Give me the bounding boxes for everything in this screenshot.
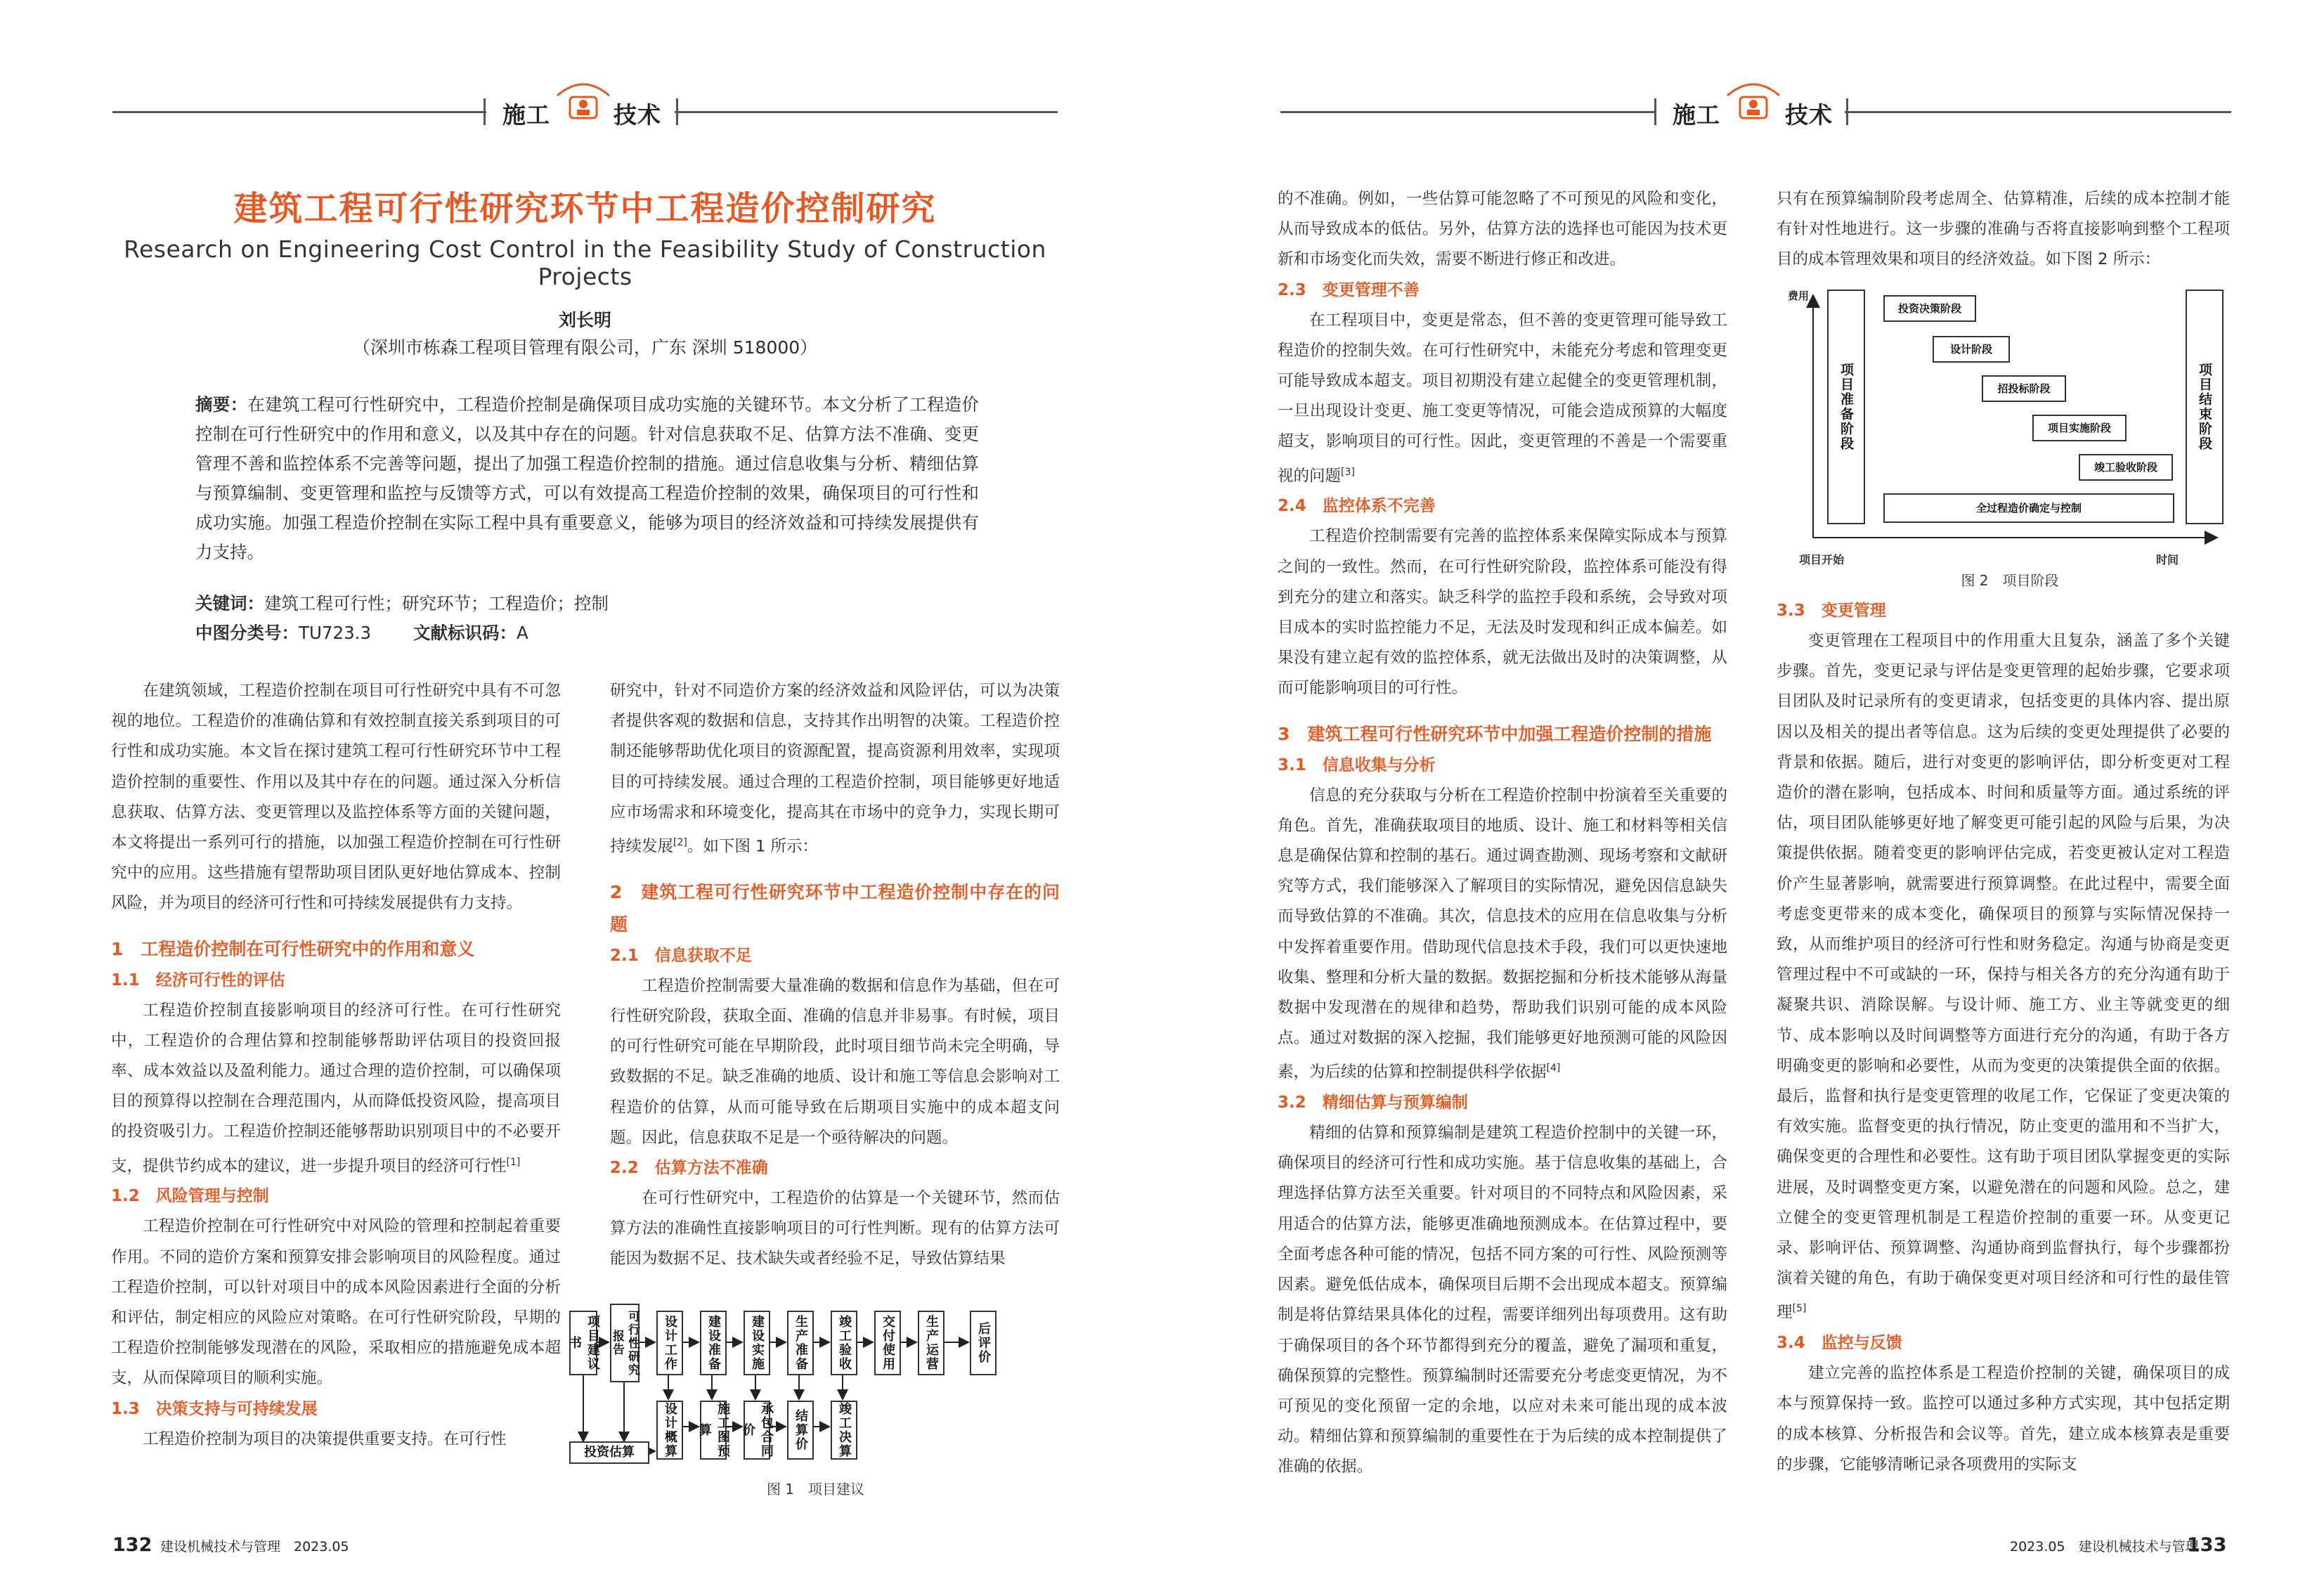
stage-box: 全过程造价确定与控制	[1883, 493, 2174, 523]
abstract-label: 摘要：	[195, 394, 248, 415]
author: 刘长明	[558, 310, 611, 330]
flow-step: 投资估算	[569, 1441, 649, 1464]
figure-2	[1785, 281, 2235, 590]
header-word-left: 施工	[502, 101, 550, 129]
keywords-text: 建筑工程可行性；研究环节；工程造价；控制	[264, 593, 609, 614]
subsection-heading: 1.2 风险管理与控制	[111, 1187, 269, 1206]
keywords	[195, 589, 609, 618]
subsection-heading: 2.3 变更管理不善	[1278, 280, 1420, 299]
x-axis-start-label: 项目开始	[1799, 553, 1845, 566]
subsection-heading: 3.3 变更管理	[1777, 602, 1886, 620]
citation: [3]	[1341, 466, 1355, 478]
paragraph-text: 。如下图 1 所示：	[687, 837, 818, 856]
paragraph: 的不准确。例如，一些估算可能忽略了不可预见的风险和变化，从而导致成本的低估。另外，估算方法的选择也可能因为技术更新和市场变化而失效，需要不断进行修正和改进。	[1278, 190, 1727, 269]
subsection-heading: 3.2 精细估算与预算编制	[1278, 1093, 1468, 1112]
subsection-heading: 1.1 经济可行性的评估	[111, 971, 285, 989]
flow-step: 后评价	[970, 1311, 997, 1375]
header-rule-right-b	[1845, 111, 2231, 113]
figure-2-caption: 图 2 项目阶段	[1961, 572, 2059, 589]
header-divider	[1654, 98, 1656, 125]
paragraph	[1278, 781, 1727, 1089]
section-heading: 1 工程造价控制在可行性研究中的作用和意义	[111, 938, 475, 959]
flow-step: 项目建议书	[569, 1311, 597, 1375]
paragraph: 只有在预算编制阶段考虑周全、估算精准，后续的成本控制才能有针对性地进行。这一步骤的准确与否将直接影响到整个工程项目的成本管理效果和项目的经济效益。如下图 2 所示：	[1777, 190, 2230, 269]
figure-1	[568, 1304, 1063, 1504]
left-column-1	[111, 676, 561, 1455]
header-word-left: 施工	[1673, 101, 1720, 129]
flow-step: 竣工验收	[831, 1311, 857, 1375]
flow-step: 施工图预算	[697, 1402, 730, 1458]
keywords-label: 关键词：	[195, 593, 264, 614]
header-rule-left-b	[675, 111, 1058, 113]
abstract	[195, 390, 979, 567]
journal-right: 2023.05 建设机械技术与管理	[2010, 1539, 2199, 1555]
paragraph-text: 信息的充分获取与分析在工程造价控制中扮演着至关重要的角色。首先，准确获取项目的地质、设计、施工和材料等相关信息是确保估算和控制的基石。通过调查勘测、现场考察和文献研究等方式，我们能够深入了解项目的实际情况，避免因信息缺失而导致估算的不准确。其次，信息技术的应用在信息收集与分析中发挥着重要作用。借助现代信息技术手段，我们可以更快速地收集、整理和分析大量的数据。数据挖掘和分析技术能够从海量数据中发现潜在的规律和趋势，帮助我们识别可能的成本风险点。通过对数据的深入挖掘，我们能够更好地预测可能的风险因素，为后续的估算和控制提供科学依据	[1278, 786, 1727, 1082]
header-divider	[483, 98, 486, 125]
subsection-heading: 3.4 监控与反馈	[1777, 1334, 1902, 1353]
citation: [2]	[673, 837, 687, 849]
clc-label: 中图分类号：	[195, 623, 299, 643]
page-number-right: 133	[2187, 1534, 2227, 1556]
clc-value: TU723.3	[299, 623, 372, 643]
flow-step: 设计概算	[656, 1401, 683, 1460]
stage-box: 竣工验收阶段	[2079, 454, 2173, 481]
paragraph-text: 工程造价控制直接影响项目的经济可行性。在可行性研究中，工程造价的合理估算和控制能够帮助评估项目的投资回报率、成本效益以及盈利能力。通过合理的造价控制，可以确保项目的预算得以控制在合理范围内，从而降低投资风险，提高项目的投资吸引力。工程造价控制还能够帮助识别项目中的不必要开支，提供节约成本的建议，进一步提升项目的经济可行性	[111, 1001, 561, 1176]
paragraph: 工程造价控制为项目的决策提供重要支持。在可行性	[143, 1429, 507, 1448]
right-column-2-continued	[1777, 596, 2230, 1480]
stage-box: 招投标阶段	[1982, 375, 2066, 402]
flow-step: 可行性研究报告	[610, 1304, 640, 1382]
header-divider	[676, 98, 678, 125]
x-axis-end-label: 时间	[2156, 553, 2179, 566]
flow-step: 生产准备	[787, 1311, 814, 1375]
paragraph	[1278, 306, 1727, 492]
classification	[195, 618, 528, 648]
page-number-left: 132	[112, 1534, 152, 1556]
subsection-heading: 2.2 估算方法不准确	[610, 1158, 768, 1177]
paragraph: 工程造价控制在可行性研究中对风险的管理和控制起着重要作用。不同的造价方案和预算安排会影响项目的风险程度。通过工程造价控制，可以针对项目中的成本风险因素进行全面的分析和评估，制定相应的风险应对策略。在可行性研究阶段，早期的工程造价控制能够发现潜在的风险，采取相应的措施避免成本超支，从而保障项目的顺利实施。	[111, 1217, 561, 1388]
flow-step: 建设实施	[744, 1311, 770, 1375]
stage-box: 项目结束阶段	[2186, 290, 2224, 524]
paragraph-text: 在工程项目中，变更是常态，但不善的变更管理可能导致工程造价的控制失效。在可行性研究中，未能充分考虑和管理变更可能导致成本超支。项目初期没有建立起健全的变更管理机制，一旦出现设计变更、施工变更等情况，可能会造成预算的大幅度超支，影响项目的可行性。因此，变更管理的不善是一个需要重视的问题	[1278, 311, 1727, 486]
header-divider	[1846, 98, 1848, 125]
article-title-en: Research on Engineering Cost Control in the Feasibility Study of Construction Projects	[124, 235, 1046, 290]
figure-1-caption: 图 1 项目建议	[766, 1481, 865, 1498]
right-column-1	[1278, 184, 1727, 1483]
section-heading: 2 建筑工程可行性研究环节中工程造价控制中存在的问题	[610, 881, 1060, 935]
hardhat-logo-icon	[552, 76, 615, 125]
stage-box: 投资决策阶段	[1883, 295, 1976, 322]
stage-box: 项目准备阶段	[1827, 290, 1865, 524]
flow-step: 设计工作	[656, 1311, 683, 1375]
subsection-heading: 2.1 信息获取不足	[610, 946, 752, 965]
flow-step: 交付使用	[874, 1311, 901, 1375]
citation: [5]	[1792, 1303, 1807, 1315]
citation: [4]	[1546, 1063, 1561, 1075]
paragraph	[1777, 626, 2230, 1328]
paragraph	[111, 996, 561, 1182]
right-column-2	[1777, 184, 2230, 275]
paragraph: 工程造价控制需要大量准确的数据和信息作为基础，但在可行性研究阶段，获取全面、准确的信息并非易事。有时候，项目的可行性研究可能在早期阶段，此时项目细节尚未完全明确，导致数据的不足。缺乏准确的地质、设计和施工等信息会影响对工程造价的估算，从而可能导致在后期项目实施中的成本超支问题。因此，信息获取不足是一个亟待解决的问题。	[610, 976, 1060, 1147]
paragraph-text: 变更管理在工程项目中的作用重大且复杂，涵盖了多个关键步骤。首先，变更记录与评估是变更管理的起始步骤，它要求项目团队及时记录所有的变更请求，包括变更的具体内容、提出原因以及相关的提出者等信息。这为后续的变更处理提供了必要的背景和依据。随后，进行对变更的影响评估，即分析变更对工程造价的潜在影响，包括成本、时间和质量等方面。通过系统的评估，项目团队能够更好地了解变更可能引起的风险与后果，为决策提供依据。随着变更的影响评估完成，若变更被认定对工程造价产生显著影响，就需要进行预算调整。在此过程中，需要全面考虑变更带来的成本变化，确保项目的预算与实际情况保持一致，从而维护项目的经济可行性和财务稳定。沟通与协商是变更管理过程中不可或缺的一环，保持与相关各方的充分沟通有助于凝聚共识、消除误解。与设计师、施工方、业主等就变更的细节、成本影响以及时间调整等方面进行充分的沟通，有助于各方明确变更的影响和必要性，从而为变更的决策提供全面的依据。最后，监督和执行是变更管理的收尾工作，它保证了变更决策的有效实施。监督变更的执行情况，防止变更的滥用和不当扩大，确保变更的合理性和必要性。这有助于项目团队掌握变更的实际进展，及时调整变更方案，以避免潜在的问题和风险。总之，建立健全的变更管理机制是工程造价控制的重要一环。从变更记录、影响评估、预算调整、沟通协商到监督执行，每个步骤都扮演着关键的角色，有助于确保变更对项目经济和可行性的最佳管理	[1777, 632, 2230, 1322]
doc-label: 文献标识码：	[413, 623, 517, 643]
abstract-text: 在建筑工程可行性研究中，工程造价控制是确保项目成功实施的关键环节。本文分析了工程造价控制在可行性研究中的作用和意义，以及其中存在的问题。针对信息获取不足、估算方法不准确、变更管理不善和监控体系不完善等问题，提出了加强工程造价控制的措施。通过信息收集与分析、精细估算与预算编制、变更管理和监控与反馈等方式，可以有效提高工程造价控制的效果，确保项目的可行性和成功实施。加强工程造价控制在实际工程中具有重要意义，能够为项目的经济效益和可持续发展提供有力支持。	[195, 394, 980, 562]
left-column-2	[610, 676, 1060, 1275]
section-heading: 3 建筑工程可行性研究环节中加强工程造价控制的措施	[1278, 723, 1712, 744]
hardhat-logo-icon	[1722, 76, 1785, 125]
journal-left: 建设机械技术与管理 2023.05	[160, 1539, 349, 1555]
paragraph: 精细的估算和预算编制是建筑工程造价控制中的关键一环，确保项目的经济可行性和成功实施。基于信息收集的基础上，合理选择估算方法至关重要。针对项目的不同特点和风险因素，采用适合的估算方法，能够更准确地预测成本。在估算过程中，要全面考虑各种可能的情况，包括不同方案的可行性、风险预测等因素。避免低估成本，确保项目后期不会出现成本超支。预算编制是将估算结果具体化的过程，需要详细列出每项费用。这有助于确保项目的各个环节都得到充分的覆盖，避免了漏项和重复，确保预算的完整性。预算编制时还需要充分考虑变更情况，为不可预见的变化预留一定的余地，以应对未来可能出现的成本波动。精细估算和预算编制的重要性在于为后续的成本控制提供了准确的依据。	[1278, 1124, 1727, 1477]
flow-step: 结算价	[787, 1401, 814, 1460]
stage-box: 项目实施阶段	[2032, 415, 2127, 441]
y-axis-label: 费用	[1788, 290, 1810, 302]
subsection-heading: 1.3 决策支持与可持续发展	[111, 1399, 318, 1418]
flow-step: 竣工决算	[831, 1401, 857, 1460]
stage-box: 设计阶段	[1933, 336, 2010, 363]
flow-step: 承包合同价	[741, 1402, 774, 1458]
header-word-right: 技术	[614, 101, 661, 129]
paragraph: 建立完善的监控体系是工程造价控制的关键，确保项目的成本与预算保持一致。监控可以通过多种方式实现，其中包括定期的成本核算、分析报告和会议等。首先，建立成本核算表是重要的步骤，它能够清晰记录各项费用的实际支	[1777, 1364, 2230, 1474]
affiliation: （深圳市栋森工程项目管理有限公司，广东 深圳 518000）	[352, 337, 818, 358]
header-rule-left-a	[112, 111, 486, 113]
article-title-cn: 建筑工程可行性研究环节中工程造价控制研究	[233, 189, 937, 228]
subsection-heading: 2.4 监控体系不完善	[1278, 497, 1436, 516]
flow-step: 建设准备	[700, 1311, 727, 1375]
subsection-heading: 3.1 信息收集与分析	[1278, 755, 1436, 774]
header-word-right: 技术	[1785, 101, 1833, 129]
header-rule-right-a	[1280, 111, 1656, 113]
paragraph: 在可行性研究中，工程造价的估算是一个关键环节，然而估算方法的准确性直接影响项目的可行性判断。现有的估算方法可能因为数据不足、技术缺失或者经验不足，导致估算结果	[610, 1188, 1060, 1268]
paragraph	[610, 676, 1060, 862]
citation: [1]	[506, 1156, 521, 1168]
paragraph: 在建筑领域，工程造价控制在项目可行性研究中具有不可忽视的地位。工程造价的准确估算和有效控制直接关系到项目的可行性和成功实施。本文旨在探讨建筑工程可行性研究环节中工程造价控制的重要性、作用以及其中存在的问题。通过深入分析信息获取、估算方法、变更管理以及监控体系等方面的关键问题，本文将提出一系列可行的措施，以加强工程造价控制在可行性研究中的应用。这些措施有望帮助项目团队更好地估算成本、控制风险，并为项目的经济可行性和可持续发展提供有力支持。	[111, 682, 561, 913]
doc-value: A	[517, 623, 528, 643]
paragraph: 工程造价控制需要有完善的监控体系来保障实际成本与预算之间的一致性。然而，在可行性研究阶段，监控体系可能没有得到充分的建立和落实。缺乏科学的监控手段和系统，会导致对项目成本的实时监控能力不足，无法及时发现和纠正成本偏差。如果没有建立起有效的监控体系，就无法做出及时的决策调整，从而可能影响项目的可行性。	[1278, 527, 1727, 698]
paragraph-text: 研究中，针对不同造价方案的经济效益和风险评估，可以为决策者提供客观的数据和信息，支持其作出明智的决策。工程造价控制还能够帮助优化项目的资源配置，提高资源利用效率，实现项目的可持续发展。通过合理的工程造价控制，项目能够更好地适应市场需求和环境变化，提高其在市场中的竞争力，实现长期可持续发展	[610, 682, 1060, 856]
flow-step: 生产运营	[918, 1311, 944, 1375]
